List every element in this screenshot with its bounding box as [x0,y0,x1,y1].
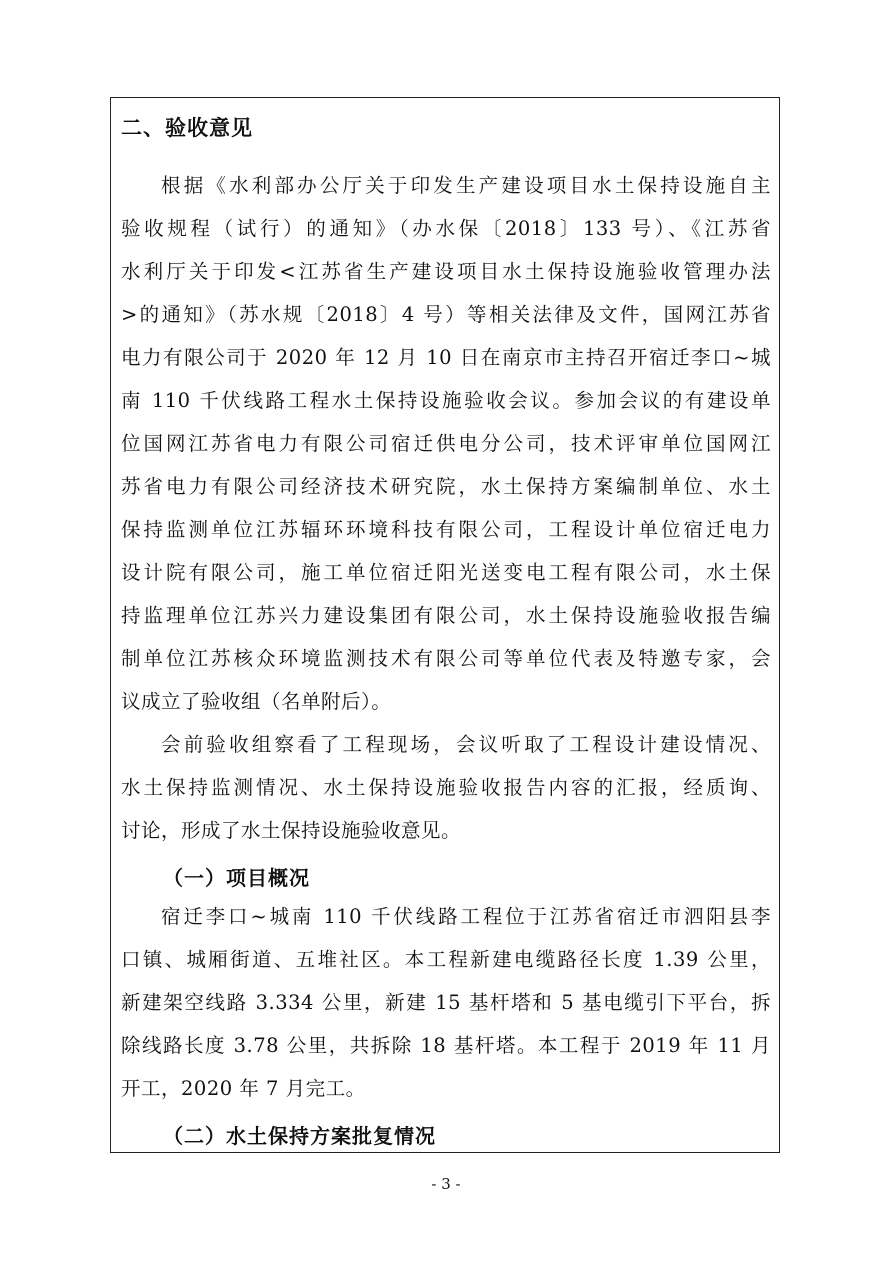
paragraph1-line-12: 制单位江苏核众环境监测技术有限公司等单位代表及特邀专家，会 [121,647,771,670]
paragraph1-line-11: 持监理单位江苏兴力建设集团有限公司，水土保持设施验收报告编 [121,604,771,627]
paragraph1-line-1: 根据《水利部办公厅关于印发生产建设项目水土保持设施自主 [161,174,771,197]
paragraph2-line-1: 会前验收组察看了工程现场，会议听取了工程设计建设情况、 [161,733,771,756]
paragraph1-line-3: 水利厅关于印发<江苏省生产建设项目水土保持设施验收管理办法 [121,260,771,283]
subsection1-line-5: 开工，2020 年 7 月完工。 [121,1077,366,1100]
paragraph1-line-8: 苏省电力有限公司经济技术研究院，水土保持方案编制单位、水土 [121,475,771,498]
paragraph1-line-5: 电力有限公司于 2020 年 12 月 10 日在南京市主持召开宿迁李口~城 [121,346,771,369]
subsection1-line-2: 口镇、城厢街道、五堆社区。本工程新建电缆路径长度 1.39 公里， [121,948,771,971]
paragraph1-line-9: 保持监测单位江苏辐环环境科技有限公司，工程设计单位宿迁电力 [121,518,771,541]
subsection2-title: （二）水土保持方案批复情况 [163,1124,436,1148]
paragraph1-line-7: 位国网江苏省电力有限公司宿迁供电分公司，技术评审单位国网江 [121,432,771,455]
subsection1-line-1: 宿迁李口~城南 110 千伏线路工程位于江苏省宿迁市泗阳县李 [161,905,771,928]
paragraph1-line-2: 验收规程（试行）的通知》（办水保〔2018〕133 号）、《江苏省 [121,217,771,240]
paragraph2-line-2: 水土保持监测情况、水土保持设施验收报告内容的汇报，经质询、 [121,776,771,799]
section-title: 二、验收意见 [121,115,253,140]
paragraph1-line-13: 议成立了验收组（名单附后）。 [121,690,392,713]
subsection1-line-3: 新建架空线路 3.334 公里，新建 15 基杆塔和 5 基电缆引下平台，拆 [121,991,771,1014]
paragraph1-line-4: >的通知》（苏水规〔2018〕4 号）等相关法律及文件，国网江苏省 [121,303,771,326]
paragraph1-line-6: 南 110 千伏线路工程水土保持设施验收会议。参加会议的有建设单 [121,389,771,412]
paragraph2-line-3: 讨论，形成了水土保持设施验收意见。 [121,819,462,842]
paragraph1-line-10: 设计院有限公司，施工单位宿迁阳光送变电工程有限公司，水土保 [121,561,771,584]
subsection1-line-4: 除线路长度 3.78 公里，共拆除 18 基杆塔。本工程于 2019 年 11 月 [121,1034,771,1057]
page-number: - 3 - [431,1175,461,1193]
document-frame [110,97,780,1153]
subsection1-title: （一）项目概况 [163,866,310,890]
